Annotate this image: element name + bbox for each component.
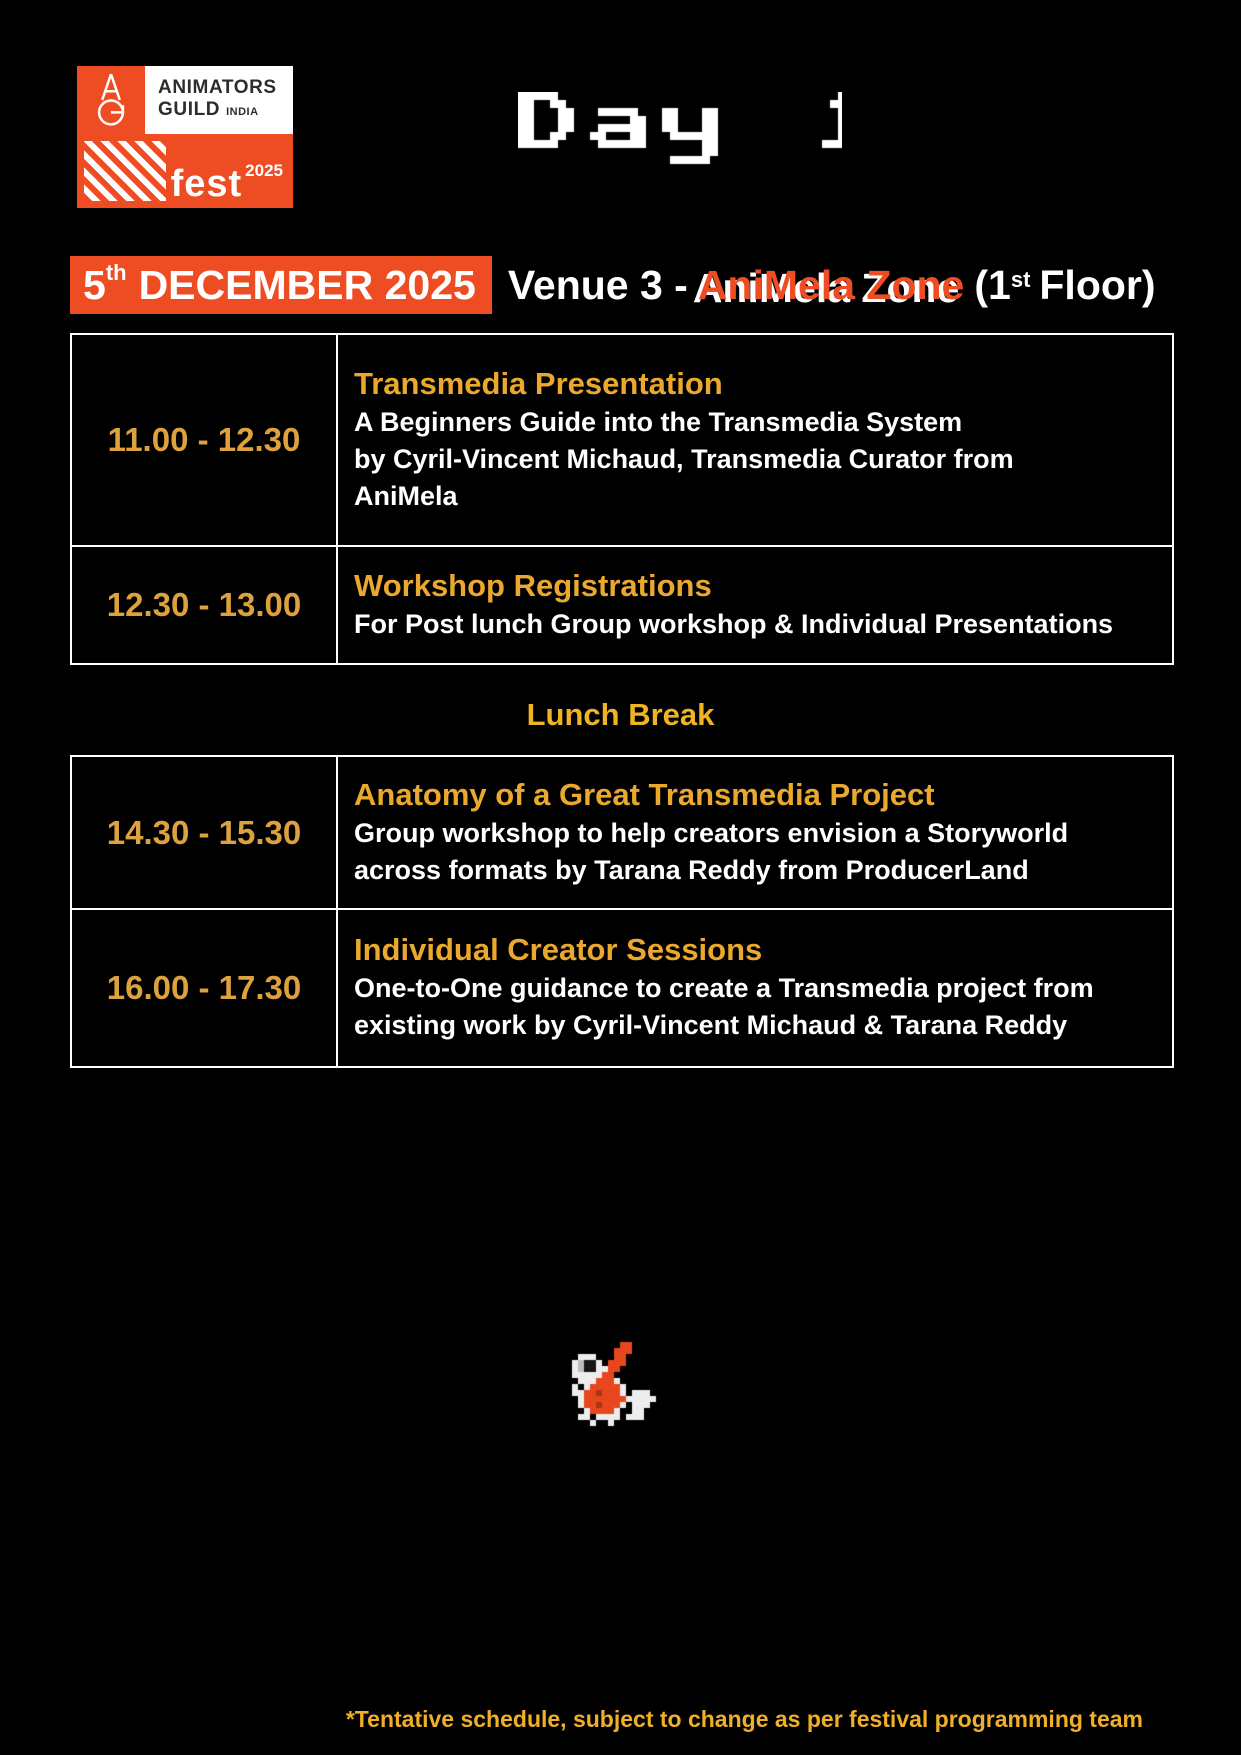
schedule-table-afternoon	[70, 755, 1174, 1068]
logo-org-guild: GUILD	[158, 99, 221, 120]
animators-guild-fest-logo	[77, 66, 293, 208]
date-month-year: DECEMBER 2025	[138, 261, 476, 308]
fest-wordmark	[170, 161, 283, 205]
session-content	[338, 547, 1172, 663]
session-content	[338, 910, 1172, 1066]
venue-zone-name: AniMela Zone	[697, 261, 965, 308]
session-line: AniMela	[354, 480, 458, 511]
session-title: Transmedia Presentation	[354, 365, 723, 401]
logo-bottom-row	[77, 134, 293, 208]
session-time: 12.30 - 13.00	[72, 547, 338, 663]
session-line: by Cyril-Vincent Michaud, Transmedia Curator from	[354, 443, 1014, 474]
logo-org-line1: ANIMATORS	[158, 77, 277, 98]
venue-prefix: Venue 3 -	[507, 261, 688, 308]
venue-line: Venue 3 - AniMela Zone (1 $^{st}$ Floor)	[507, 261, 1156, 308]
session-line: existing work by Cyril-Vincent Michaud & Tarana Reddy	[354, 1010, 1068, 1040]
session-content	[338, 757, 1172, 908]
astronaut-guitar-mascot-icon	[566, 1336, 662, 1432]
logo-org-line2	[158, 99, 293, 123]
session-line: One-to-One guidance to create a Transmedia project from	[354, 973, 1094, 1003]
fest-year: 2025	[245, 161, 283, 180]
logo-org-name	[145, 66, 293, 134]
session-time: 14.30 - 15.30	[72, 757, 338, 908]
day-title-pixel-text	[518, 92, 842, 168]
venue-floor-open: (1	[974, 261, 1011, 308]
ag-monogram-svg	[91, 71, 131, 129]
date-venue-banner	[70, 256, 1156, 314]
session-time: 11.00 - 12.30	[72, 335, 338, 545]
table-row	[72, 545, 1172, 663]
date-highlight-box: 5 $^{th}$ DECEMBER 2025	[70, 256, 492, 314]
diagonal-stripes-icon	[84, 141, 166, 201]
table-row	[72, 335, 1172, 545]
footer-disclaimer: *Tentative schedule, subject to change as per festival programming team	[345, 1706, 1143, 1732]
session-line: For Post lunch Group workshop & Individual Presentations	[354, 608, 1114, 639]
session-line: across formats by Tarana Reddy from ProducerLand	[354, 854, 1029, 885]
session-content	[338, 335, 1172, 545]
venue-floor-close: Floor)	[1039, 261, 1156, 308]
session-line: Group workshop to help creators envision a Storyworld	[354, 817, 1069, 848]
session-line: A Beginners Guide into the Transmedia System	[354, 406, 963, 437]
session-title: Workshop Registrations	[354, 567, 712, 603]
ag-monogram-icon	[77, 66, 145, 134]
session-time: 16.00 - 17.30	[72, 910, 338, 1066]
logo-top-row	[77, 66, 293, 134]
session-title: Anatomy of a Great Transmedia Project	[354, 776, 935, 812]
date-number: 5	[83, 261, 106, 308]
session-title: Individual Creator Sessions	[354, 932, 763, 967]
lunch-break-label: Lunch Break	[526, 697, 715, 732]
schedule-table-morning	[70, 333, 1174, 665]
table-row	[72, 757, 1172, 908]
logo-org-india: INDIA	[226, 106, 259, 118]
fest-label: fest	[170, 163, 243, 205]
table-row	[72, 908, 1172, 1066]
